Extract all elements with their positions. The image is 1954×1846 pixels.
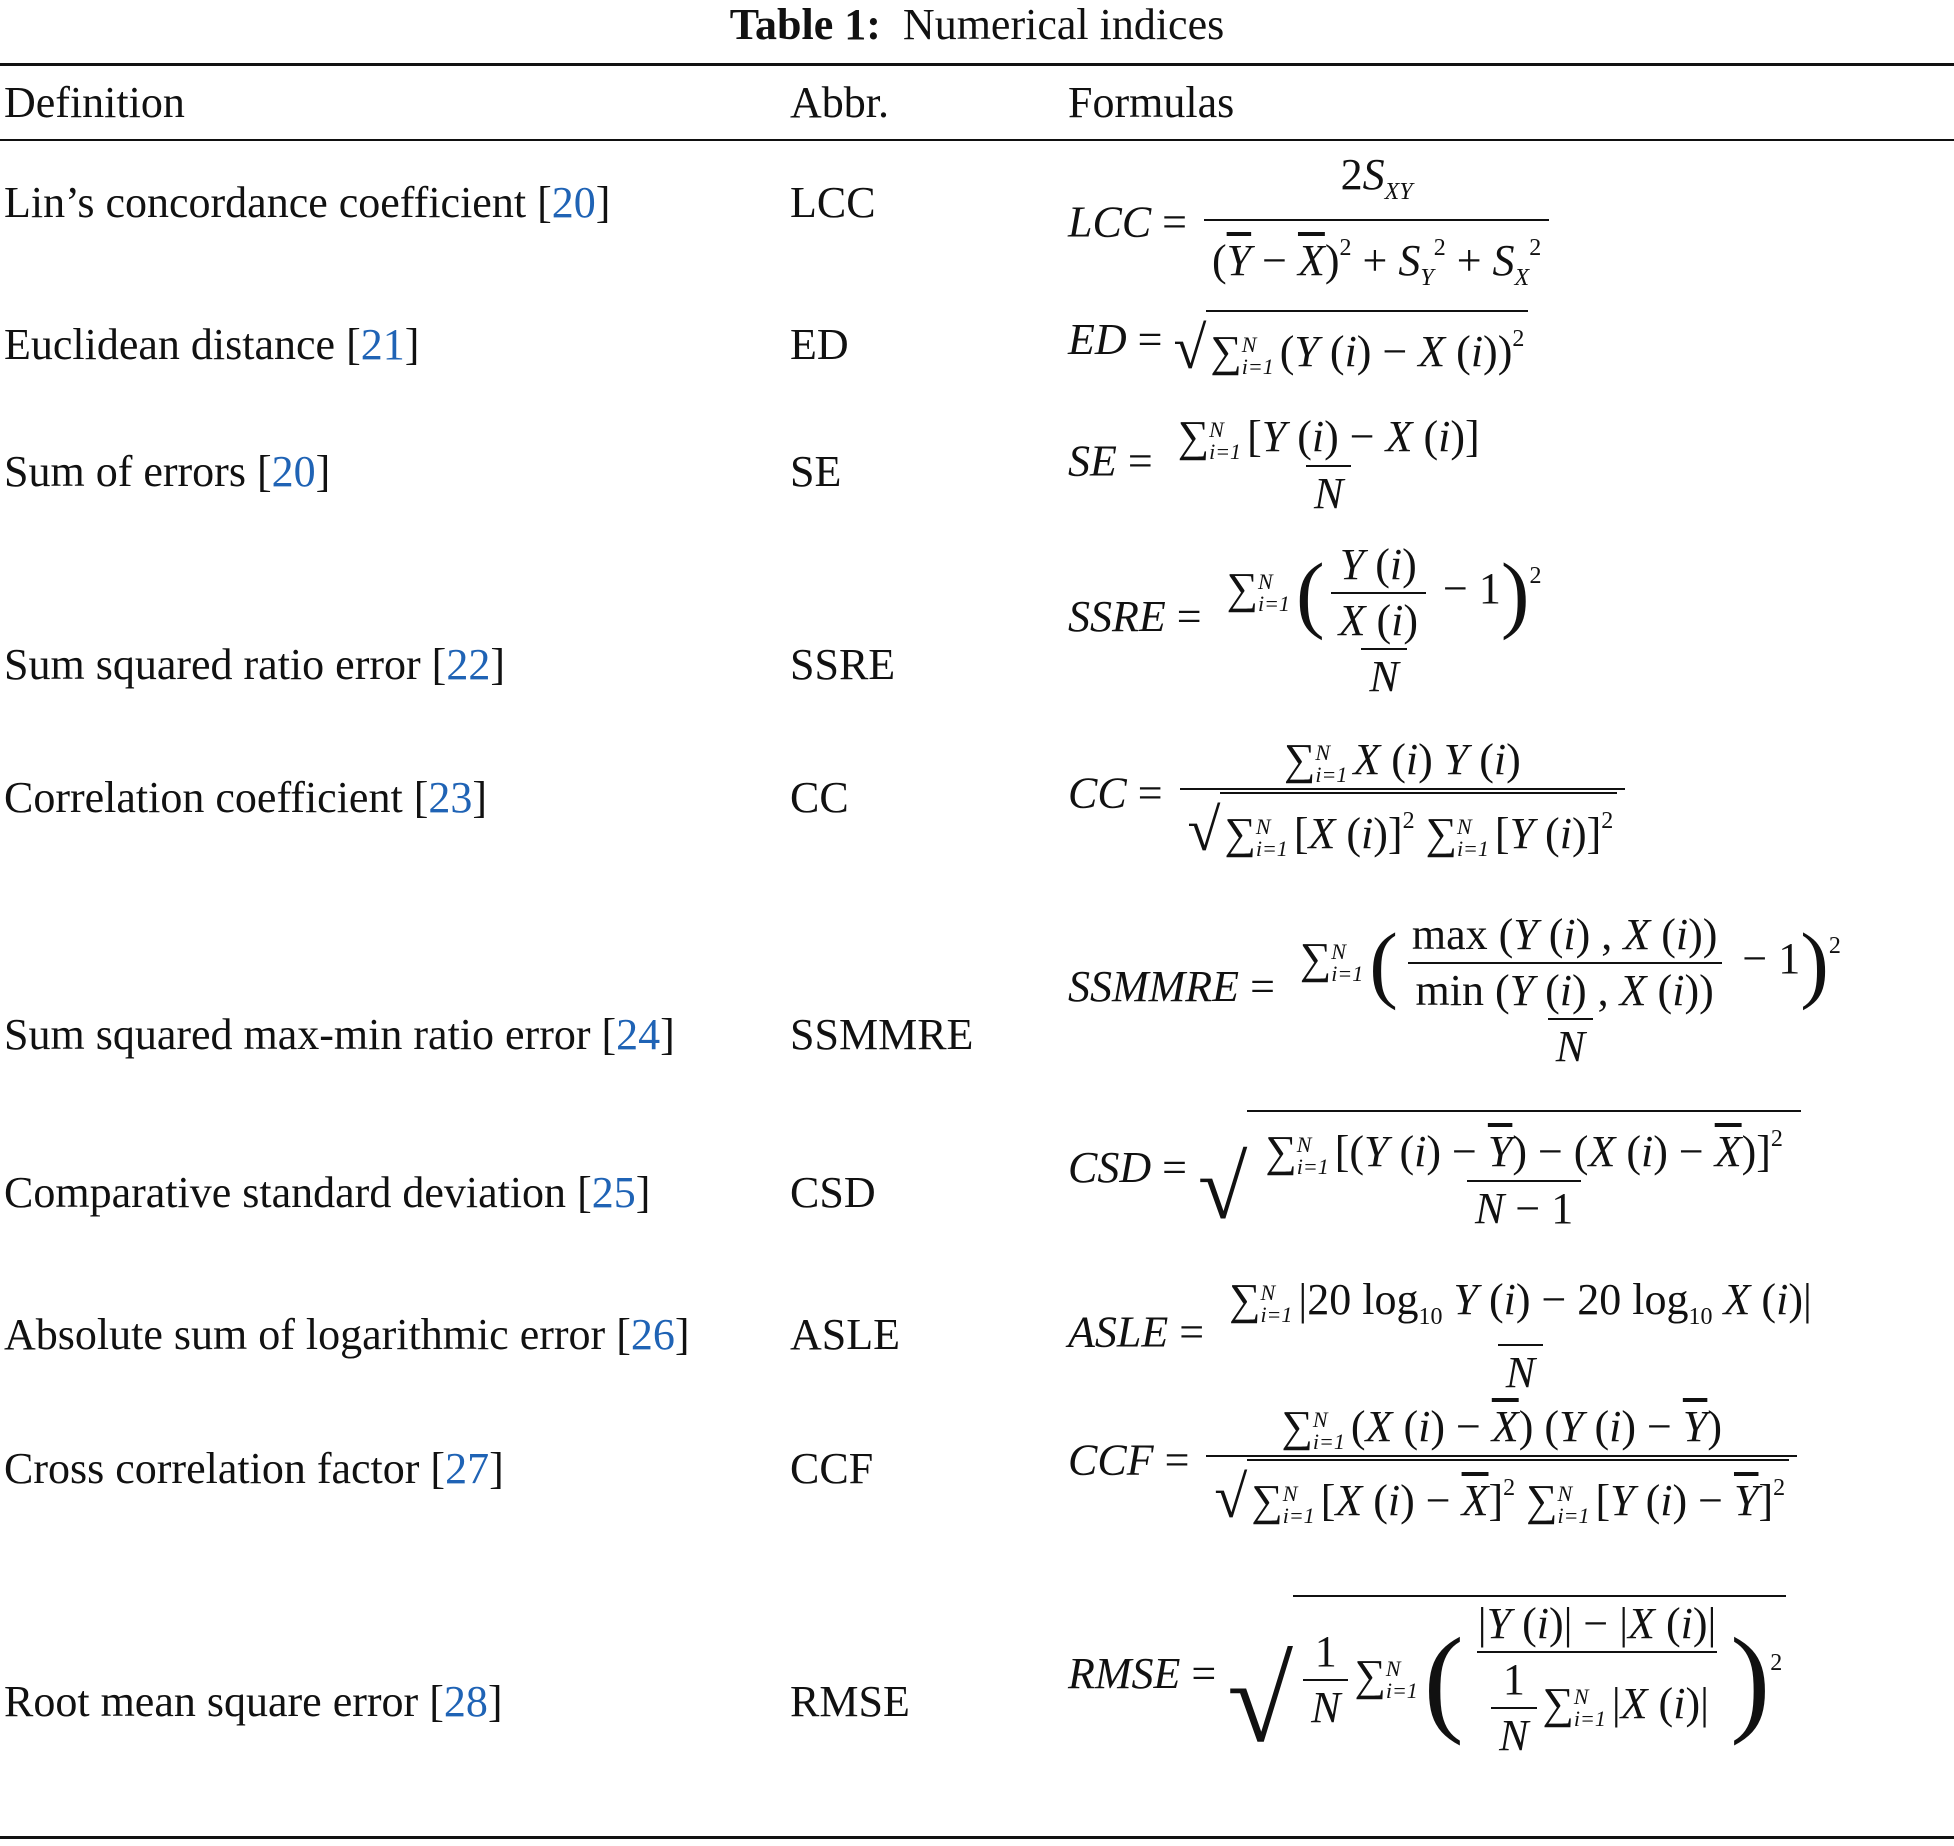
formula-ssre: SSRE = ∑ N i=1 ( $\frac{Y (i)}{X (i)}$ − 1)$^2$ N	[1068, 540, 1542, 701]
definition-cell: Root mean square error [28]	[4, 1677, 503, 1726]
citation-link[interactable]: 28	[443, 1677, 488, 1726]
formula-cc: CC = ∑ N i=1 X (i) Y (i) √ ∑ N i=1 [X (i)]$^2$ ∑ N i=1 [Y (i)]$^2$	[1068, 735, 1631, 860]
definition-cell: Comparative standard deviation [25]	[4, 1168, 651, 1217]
abbr-cell: SSRE	[790, 640, 896, 689]
bottom-rule	[0, 1836, 1954, 1839]
table-row	[0, 1275, 1954, 1397]
citation-link[interactable]: 24	[616, 1010, 661, 1059]
definition-text: Sum squared ratio error	[4, 640, 421, 689]
definition-cell: Absolute sum of logarithmic error [26]	[4, 1310, 690, 1359]
table-row	[0, 1110, 1954, 1250]
abbr-cell: RMSE	[790, 1677, 910, 1726]
top-rule	[0, 63, 1954, 66]
abbr-cell: SSMMRE	[790, 1010, 974, 1059]
abbr-cell: CC	[790, 773, 849, 822]
table-row	[0, 150, 1954, 291]
definition-text: Root mean square error	[4, 1677, 419, 1726]
definition-text: Comparative standard deviation	[4, 1168, 567, 1217]
definition-cell: Cross correlation factor [27]	[4, 1444, 504, 1493]
definition-text: Absolute sum of logarithmic error	[4, 1310, 606, 1359]
table-row	[0, 412, 1954, 522]
formula-csd: CSD = √ ∑ N i=1 [(Y $(i) - \overline{Y}) - (X$ $(i) - \overline{X})]^2$ N − 1	[1068, 1110, 1801, 1234]
definition-cell: Sum squared ratio error [22]	[4, 640, 505, 689]
abbr-cell: SE	[790, 447, 842, 496]
header-definition: Definition	[4, 78, 185, 127]
formula-asle: ASLE = ∑ N i=1 |20 $\log_{10} Y$ (i) − 20 $\log_{10} X$ (i)| N	[1068, 1275, 1812, 1397]
citation-link[interactable]: 26	[630, 1310, 675, 1359]
formula-ccf: CCF = ∑ N i=1 (X $(i) - \overline{X}$) (Y $(i) - \overline{Y}$) √ ∑ N i=1 [X $(i) - \overline{X}]^2$ ∑ N i=1 [Y $(i) - \overline{Y}]^2$	[1068, 1402, 1803, 1527]
citation-link[interactable]: 20	[271, 447, 316, 496]
definition-cell: Lin’s concordance coefficient [20]	[4, 178, 611, 227]
table-row	[0, 735, 1954, 895]
citation-link[interactable]: 25	[591, 1168, 636, 1217]
definition-cell: Sum squared max-min ratio error [24]	[4, 1010, 675, 1059]
abbr-cell: CSD	[790, 1168, 876, 1217]
definition-text: Sum of errors	[4, 447, 246, 496]
table-row	[0, 1595, 1954, 1815]
table-caption	[0, 0, 1954, 50]
definition-text: Lin’s concordance coefficient	[4, 178, 527, 227]
definition-cell: Correlation coefficient [23]	[4, 773, 487, 822]
abbr-cell: CCF	[790, 1444, 874, 1493]
abbr-cell: LCC	[790, 178, 876, 227]
definition-cell: Sum of errors [20]	[4, 447, 331, 496]
formula-rmse: RMSE = √ $\frac{1}{N}$ ∑ N i=1 ( |Y (i)| − |X (i)| $\frac{1}{N}$ ∑ N i=1 |X (i)| )$^2$	[1068, 1595, 1786, 1761]
header-formulas: Formulas	[1068, 78, 1235, 127]
header-abbr: Abbr.	[790, 78, 889, 127]
formula-ssmmre: SSMMRE = ∑ N i=1 ( $\frac{\max (Y (i) , X (i))}{\min (Y (i) , X (i))}$ − 1)$^2$ N	[1068, 910, 1841, 1071]
table-row	[0, 1402, 1954, 1572]
definition-text: Cross correlation factor	[4, 1444, 420, 1493]
abbr-cell: ASLE	[790, 1310, 900, 1359]
header-row	[0, 78, 1954, 128]
citation-link[interactable]: 20	[551, 178, 596, 227]
definition-text: Euclidean distance	[4, 320, 336, 369]
abbr-cell: ED	[790, 320, 849, 369]
definition-cell: Euclidean distance [21]	[4, 320, 420, 369]
table-row	[0, 540, 1954, 720]
citation-link[interactable]: 27	[445, 1444, 490, 1493]
definition-text: Correlation coefficient	[4, 773, 403, 822]
table-label: Table 1:	[729, 0, 881, 49]
header-rule	[0, 139, 1954, 141]
definition-text: Sum squared max-min ratio error	[4, 1010, 591, 1059]
formula-lcc: LCC = $\frac{2S_{XY}}{(\overline{Y} - \overline{X})^2 + S_Y^2 + S_X^2}$	[1068, 150, 1555, 303]
table-row	[0, 310, 1954, 390]
table-row	[0, 910, 1954, 1100]
formula-ed: ED = √ ∑ N i=1 (Y (i) − X (i))$^2$	[1068, 310, 1528, 378]
citation-link[interactable]: 22	[446, 640, 491, 689]
formula-se: SE = ∑ N i=1 [Y (i) − X (i)] N	[1068, 412, 1480, 518]
citation-link[interactable]: 21	[360, 320, 405, 369]
table-title: Numerical indices	[902, 0, 1225, 49]
citation-link[interactable]: 23	[428, 773, 473, 822]
